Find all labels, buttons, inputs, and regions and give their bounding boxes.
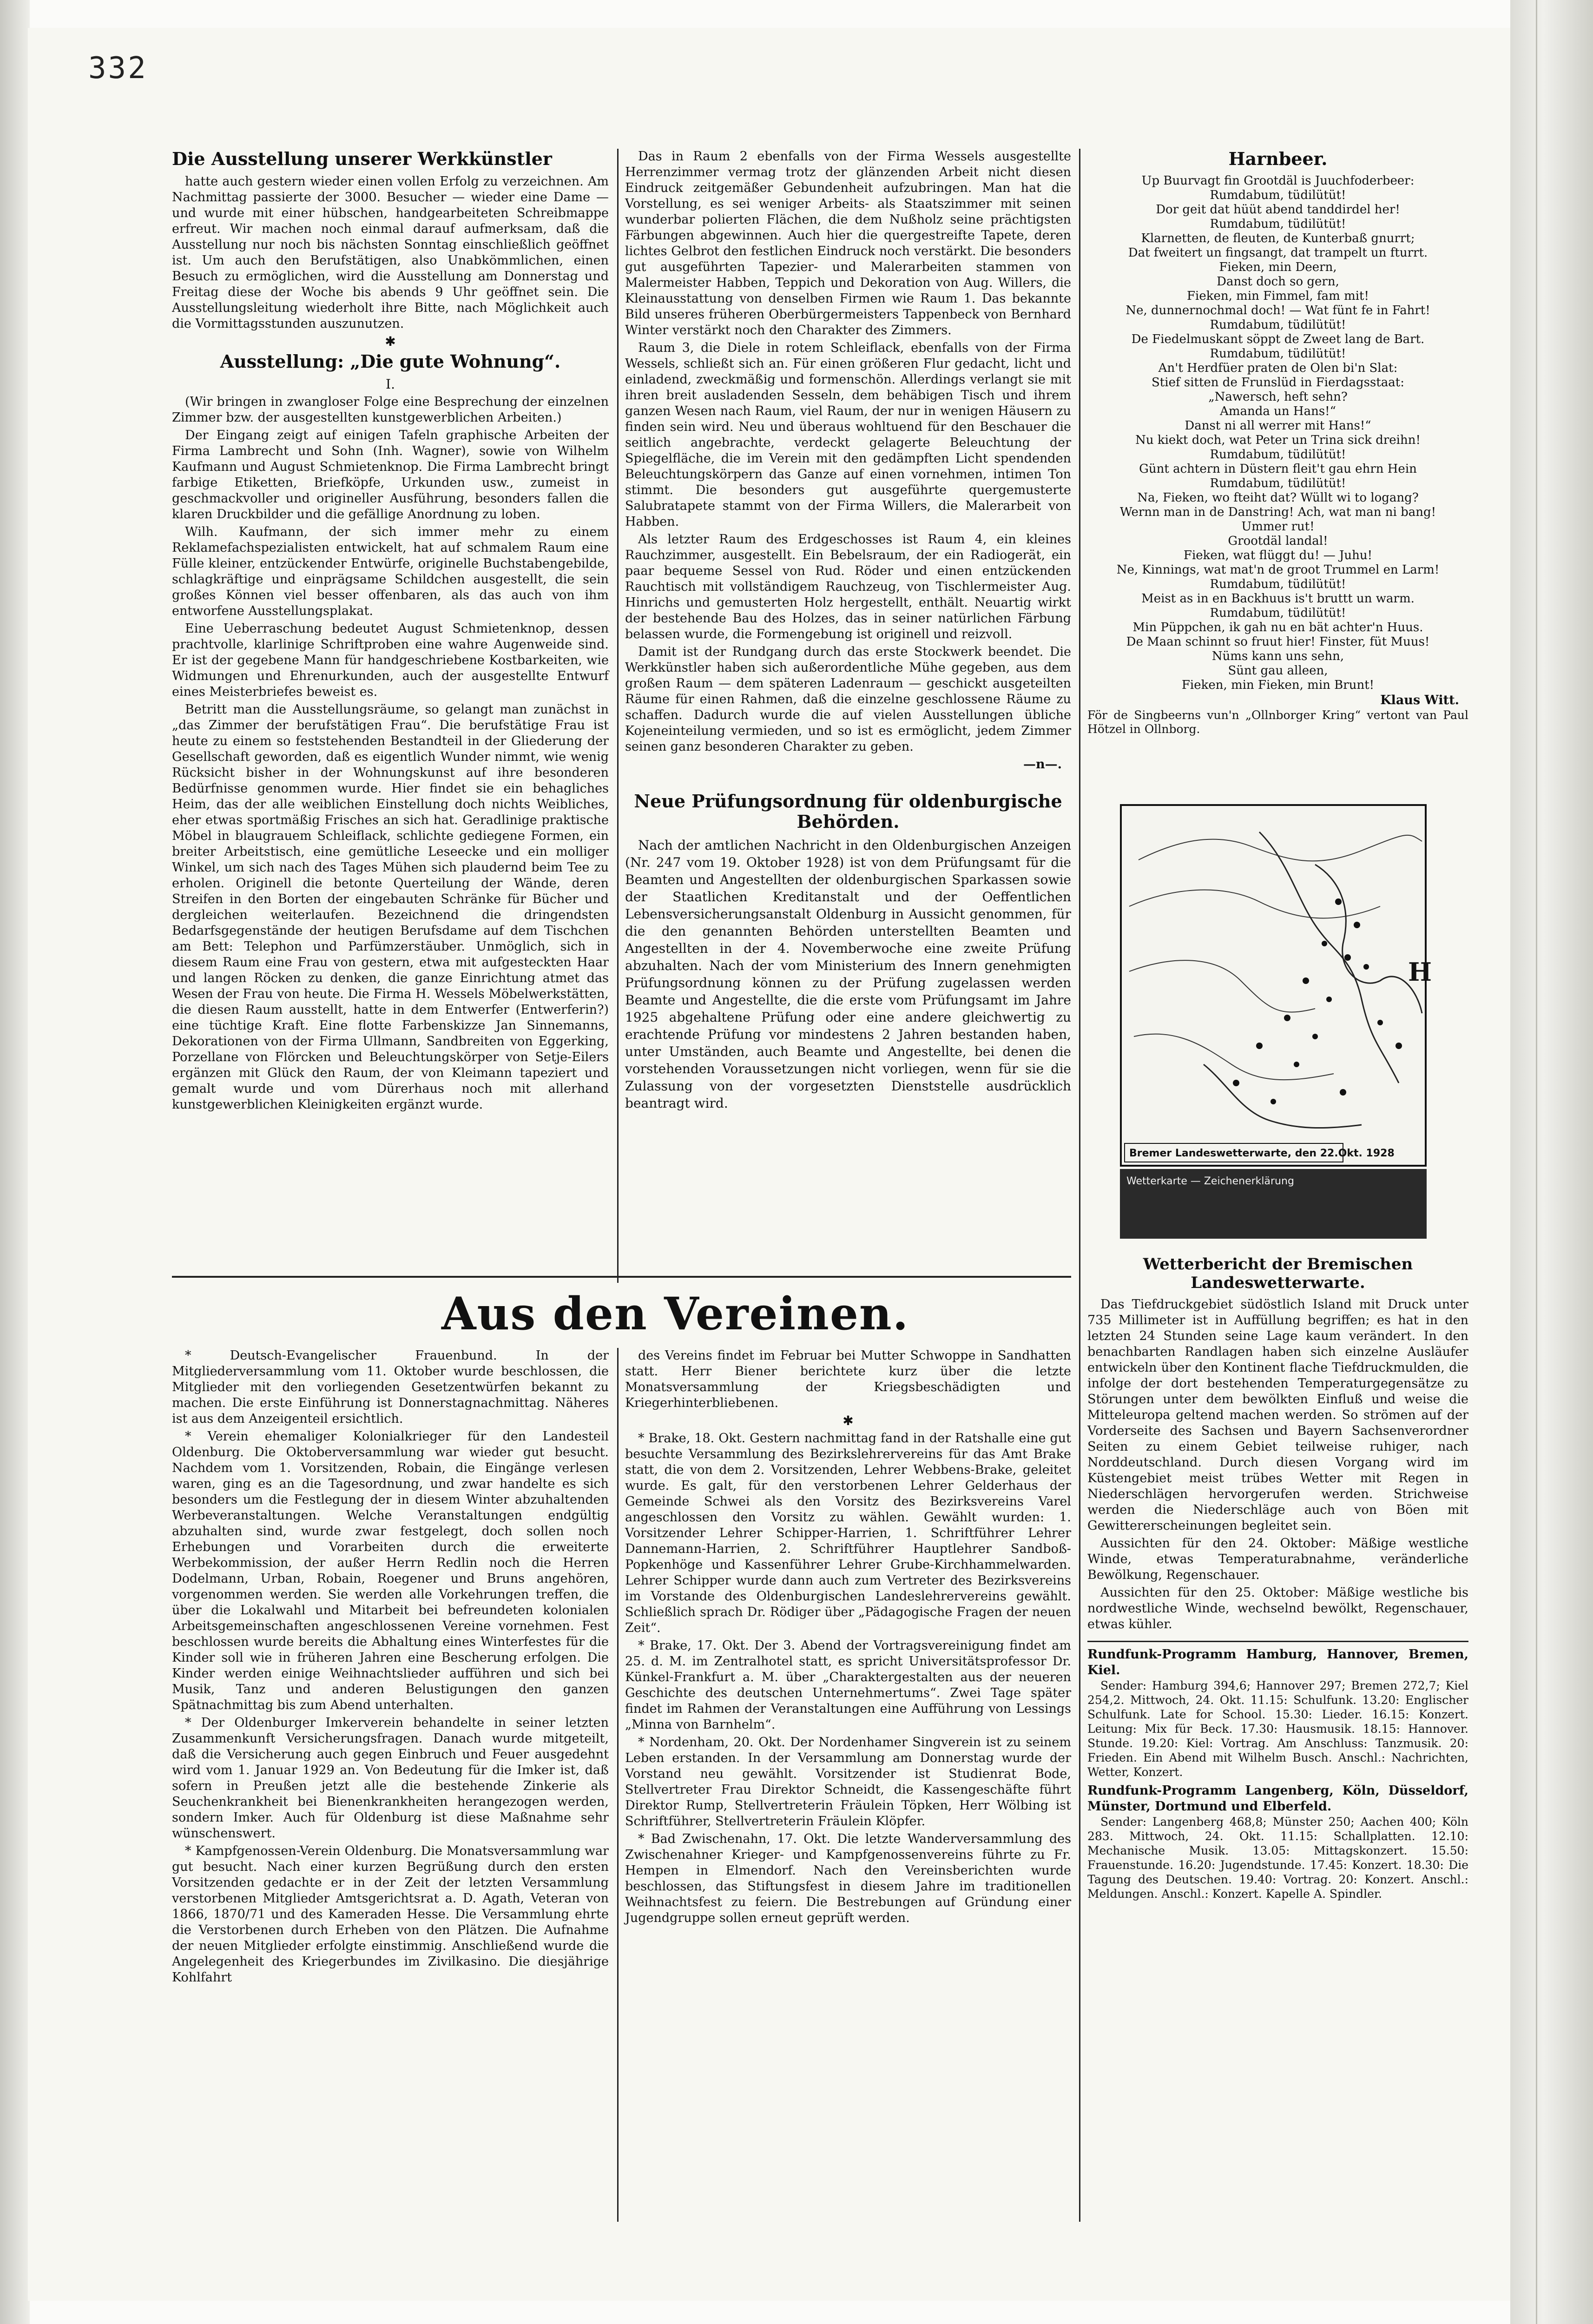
article-paragraph: Damit ist der Rundgang durch das erste Stockwerk beendet. Die Werkkünstler haben sich außerordentliche Mühe gegeben, aus dem großen Raum — dem späteren Ladenraum — geschickt ausgeteilten Räume für einen Rahmen, daß die einzelne geschlossene Räume zu schaffen. Dadurch wurde die auf vielen Ausstellungen übliche Kojeneinteilung vermieden, und so ist es ermöglicht, jedem Zimmer seinen ganz besonderen Charakter zu geben. xyxy=(625,645,1071,754)
radio-heading: Rundfunk-Programm Langenberg, Köln, Düsseldorf, Münster, Dortmund und Elberfeld. xyxy=(1087,1783,1468,1814)
article-paragraph: Der Eingang zeigt auf einigen Tafeln graphische Arbeiten der Firma Lambrecht und Sohn (Inh. Wagner), sowie von Wilhelm Kaufmann und August Schmietenknop. Die Firma Lambrecht bringt farbige Etiketten, Briefköpfe, Urkunden usw., zumeist in geschmackvoller und origineller Ausführung, besonders fallen die klaren Druckbilder und die gefällige Anordnung zu loben. xyxy=(172,428,609,522)
poem-line: Rumdabum, tüdilütüt! xyxy=(1210,476,1346,490)
column-1 xyxy=(172,149,609,1283)
poem-line: Danst ni all werrer mit Hans!“ xyxy=(1185,419,1371,433)
verein-notice: * Verein ehemaliger Kolonialkrieger für den Landesteil Oldenburg. Die Oktoberversammlung war wieder gut besucht. Nachdem vom 1. Vorsitzenden, Robain, die Eingänge verlesen waren, ging es an die Tagesordnung, und zwar handelte es sich besonders um die Festlegung der in diesem Winter abzuhaltenden Werbeveranstaltungen. Welche Veranstaltungen endgültig abzuhalten sind, wurde zwar festgelegt, doch sollen noch Erhebungen und Vorarbeiten durch die erweiterte Werbekommission, der außer Herrn Redlin noch die Herren Dodelmann, Urban, Robain, Roegener und Bruns angehören, vorgenommen werden. Sie werden alle Vorkehrungen treffen, die über die Lokalwahl und Mitarbeit bei befreundeten kolonialen Arbeitsgemeinschaften angeschlossenen Vereine vornehmen. Fest beschlossen wurde bereits die Abhaltung eines Winterfestes für die Kinder soll wie in früheren Jahren eine Bescherung erfolgen. Die Kinder werden einige Weihnachtslieder aufführen und sich bei Musik, Tanz und anderen Belustigungen den ganzen Spätnachmittag bis zum Abend unterhalten. xyxy=(172,1429,609,1712)
poem-line: Up Buurvagt fin Grootdäl is Juuchfoderbeer: xyxy=(1141,174,1415,188)
poem-line: Danst doch so gern, xyxy=(1217,275,1339,289)
poem-line: Rumdabum, tüdilütüt! xyxy=(1210,606,1346,620)
section-rule xyxy=(172,1276,1071,1278)
radio-program: Sender: Hamburg 394,6; Hannover 297; Bremen 272,7; Kiel 254,2. Mittwoch, 24. Okt. 11.15: Schulfunk. 13.20: Englischer Schulfunk. Late for School. 15.30: Lieder. 16.15: Konzert. Leitung: Mix für Beck. 17.30: Hausmusik. 18.15: Hannover. Stunde. 19.20: Kiel: Vortrag. Am Anschluss: Tanzmusik. 20: Frieden. Ein Abend mit Wilhelm Busch. Anschl.: Nachrichten, Wetter, Konzert. xyxy=(1087,1679,1468,1779)
poem-line: Stief sitten de Frunslüd in Fierdagsstaat: xyxy=(1152,376,1404,390)
vereine-left xyxy=(172,1348,609,2222)
poem-line: Ne, Kinnings, wat mat'n de groot Trummel en Larm! xyxy=(1116,563,1440,577)
poem-line: Fieken, min Fieken, min Brunt! xyxy=(1181,678,1375,692)
verein-notice: * Kampfgenossen-Verein Oldenburg. Die Monatsversammlung war gut besucht. Nach einer kurzen Begrüßung durch den ersten Vorsitzenden gedachte er in der Zeit der letzten Versammlung verstorbenen Mitglieder Amtsgerichtsrat a. D. Agath, Veteran von 1866, 1870/71 und des Kameraden Hesse. Die Versammlung ehrte die Verstorbenen durch Erheben von den Plätzen. Die Aufnahme der neuen Mitglieder erfolgte einstimmig. Anschließend wurde die Angelegenheit des Kriegerbundes im Zivilkasino. Die diesjährige Kohlfahrt xyxy=(172,1844,609,1985)
poem-line: Ne, dunnernochmal doch! — Wat fünt fe in Fahrt! xyxy=(1126,304,1430,317)
poem-line: Wernn man in de Danstring! Ach, wat man ni bang! xyxy=(1119,505,1436,519)
station-symbol xyxy=(1377,1020,1383,1025)
station-symbol xyxy=(1303,977,1309,984)
poem-line: Rumdabum, tüdilütüt! xyxy=(1210,347,1346,361)
heading-harnbeer: Harnbeer. xyxy=(1228,148,1328,169)
page-edge-line xyxy=(1536,0,1537,2324)
station-symbol xyxy=(1284,1015,1290,1021)
page-number: 332 xyxy=(88,51,148,86)
roman-numeral: I. xyxy=(386,376,395,392)
poem-line: Na, Fieken, wo fteiht dat? Wüllt wi to logang? xyxy=(1137,491,1419,505)
radio-program: Sender: Langenberg 468,8; Münster 250; Aachen 400; Köln 283. Mittwoch, 24. Okt. 11.15: Schallplatten. 12.10: Mechanische Musik. 13.05: Mittagskonzert. 15.50: Frauenstunde. 16.20: Jugendstunde. 17.45: Konzert. 18.30: Die Tagung des Deutschen. 19.40: Vortrag. 20: Konzert. Anschl.: Meldungen. Anschl.: Konzert. Kapelle A. Spindler. xyxy=(1087,1815,1468,1901)
article-paragraph: Wilh. Kaufmann, der sich immer mehr zu einem Reklamefachspezialisten entwickelt, hat auf schmalem Raum eine Fülle kleiner, entzückender Entwürfe, originelle Buchstabengebilde, schlagkräftige und einprägsame Schildchen ausgestellt, die sein großes Können viel besser offenbaren, als das auch von ihm entworfene Ausstellungsplakat. xyxy=(172,525,609,618)
station-symbol xyxy=(1256,1043,1263,1049)
article-paragraph: Raum 3, die Diele in rotem Schleiflack, ebenfalls von der Firma Wessels, schließt sich an. Für einen größeren Flur gedacht, licht und einladend, zweckmäßig und formenschön. Allerdings verlangt sie mit ihren breit ausladenden Sesseln, dem behäbigen Tisch und ihrem ganzen Wesen nach Raum, viel Raum, der nur in wenigen Häusern zu finden sein wird. Neu und überaus wohltuend für den Beschauer die seitlich angebrachte, verdeckt gelagerte Beleuchtung der Spiegelfläche, die im Verein mit den gedämpften Licht spendenden Beleuchtungskörpern das Ganze auf einen vornehmen, intimen Ton stimmt. Die besonders gut ausgeführte quergemusterte Salubratapete stammt von der Firma Willers, die Malerarbeit von Habben. xyxy=(625,341,1071,529)
poem xyxy=(1087,174,1468,693)
column-rule xyxy=(617,1348,619,2222)
article-paragraph: Betritt man die Ausstellungsräume, so gelangt man zunächst in „das Zimmer der berufstätigen Frau“. Die berufstätige Frau ist heute zu einem so feststehenden Bestandteil in der Gliederung der Gesellschaft geworden, daß es eigentlich Wunder nimmt, wie wenig Rücksicht bisher in der Wohnungskunst auf ihre besonderen Bedürfnisse genommen wurde. Hier findet sie ein behagliches Heim, das der alle weiblichen Einstellung doch nichts Weibliches, eher etwas sportmäßig Frisches an sich hat. Geradlinige praktische Möbel in blaugrauem Schleiflack, schlichte gediegene Formen, ein breiter Arbeitstisch, eine gemütliche Leseecke und ein molliger Winkel, um sich nach des Tages Mühen sich plaudernd beim Tee zu erholen. Originell die betonte Querteilung der Wände, deren Streifen in den Borten der eingebauten Schränke für Bücher und dergleichen weiterlaufen. Bezeichnend die dringendsten Bedarfsgegenstände der heutigen Berufsdame auf dem Tischchen am Bett: Telephon und Parfümzerstäuber. Unmöglich, sich in diesem Raum eine Frau von gestern, etwa mit aufgesteckten Haar und langen Röcken zu denken, die ganze Einrichtung atmet das Wesen der Frau von heute. Die Firma H. Wessels Möbelwerkstätten, die diesen Raum ausstellt, hatte in dem Entwerfer (Entwerferin?) eine tüchtige Kraft. Eine flotte Farbenskizze Jan Sinnemanns, Dekorationen von der Firma Ullmann, Sandbreiten von Eggerking, Porzellane von Flörcken und Beleuchtungskörper von Setje-Eilers ergänzen mit Glück den Raum, der von Kleimann tapeziert und gemalt wurde und vom Dürerhaus noch mit allerhand kunstgewerblichen Kleinigkeiten ergänzt wurde. xyxy=(172,702,609,1112)
poem-line: Günt achtern in Düstern fleit't gau ehrn Hein xyxy=(1139,462,1417,476)
article-signoff: —n—. xyxy=(1023,757,1062,772)
page-gutter-shadow xyxy=(0,0,30,2324)
column-3 xyxy=(1087,149,1468,786)
station-symbol xyxy=(1396,1043,1402,1049)
heading-aus-den-vereinen: Aus den Vereinen. xyxy=(441,1287,909,1340)
poem-line: „Nawersch, heft sehn? xyxy=(1208,390,1348,404)
poem-line: Amanda un Hans!“ xyxy=(1220,404,1336,418)
station-symbol xyxy=(1335,898,1342,905)
heading-werkkuenstler: Die Ausstellung unserer Werkkünstler xyxy=(172,148,552,169)
poem-line: Sünt gau alleen, xyxy=(1228,664,1328,678)
poem-line: Meist as in en Backhuus is't bruttt un warm. xyxy=(1141,592,1415,606)
station-symbol xyxy=(1233,1080,1239,1086)
poem-line: Grootdäl landal! xyxy=(1228,534,1328,548)
poem-line: Klarnetten, de fleuten, de Kunterbaß gnurrt; xyxy=(1141,231,1415,245)
poem-line: Nu kiekt doch, wat Peter un Trina sick dreihn! xyxy=(1135,433,1421,447)
heading-wetterbericht: Wetterbericht der Bremischen Landeswetterwarte. xyxy=(1143,1255,1413,1292)
column-2 xyxy=(625,149,1071,1283)
verein-notice: * Brake, 17. Okt. Der 3. Abend der Vortragsvereinigung findet am 25. d. M. im Zentralhotel statt, es spricht Universitätsprofessor Dr. Künkel-Frankfurt a. M. über „Charaktergestalten aus der neueren Geschichte des deutschen Unternehmertums“. Zwei Tage später findet im Rahmen der Veranstaltungen eine Aufführung von Lessings „Minna von Barnhelm“. xyxy=(625,1638,1071,1732)
book-page-edges xyxy=(1510,0,1593,2324)
separator-star: ✱ xyxy=(843,1413,854,1428)
verein-notice: des Vereins findet im Februar bei Mutter Schwoppe in Sandhatten statt. Herr Biener berichtete kurz über die letzte Monatsversammlung der Kriegsbeschädigten und Kriegerhinterbliebenen. xyxy=(625,1348,1071,1410)
article-paragraph: Das in Raum 2 ebenfalls von der Firma Wessels ausgestellte Herrenzimmer vermag trotz der glänzenden Arbeit nicht diesen Eindruck zeitgemäßer Gebundenheit aufzubringen. Man hat die Vorstellung, es sei weniger Arbeits- als Staatszimmer mit seinen wunderbar polierten Flächen, die dem Nußholz seine prächtigsten Färbungen abgewinnen. Auch hier die quergestreifte Tapete, deren lichtes Gelbrot den festlichen Eindruck noch verstärkt. Die besonders gut ausgeführten Tapezier- und Malerarbeiten stammen von Malermeister Habben, Teppich und Dekoration von Aug. Willers, die Kleinausstattung von denselben Firmen wie Raum 1. Das bekannte Bild unseres früheren Oberbürgermeisters Tappenbeck von Bernhard Winter verstärkt noch den Charakter des Zimmers. xyxy=(625,149,1071,337)
weather-map xyxy=(1120,804,1432,1167)
poem-line: Fieken, min Deern, xyxy=(1219,260,1337,274)
heading-pruefungsordnung: Neue Prüfungsordnung für oldenburgische Behörden. xyxy=(634,791,1062,832)
poem-line: Nüms kann uns sehn, xyxy=(1211,649,1344,663)
station-symbol xyxy=(1270,1099,1276,1104)
vereine-right xyxy=(625,1348,1071,2222)
poem-author: Klaus Witt. xyxy=(1380,693,1459,707)
column-rule xyxy=(1079,149,1080,2222)
weather-report: Das Tiefdruckgebiet südöstlich Island mit Druck unter 735 Millimeter ist in Auffüllung begriffen; es hat in den letzten 24 Stunden seine Lage kaum verändert. In den benachbarten Randlagen haben sich einzelne Ausläufer entwickeln über den Kontinent flache Tiefdruckmulden, die infolge der dort bestehenden Temperaturgegensätze zu Störungen unter dem bewölkten Einfluß und weise die Mitteleuropa geltend machen werden. So strömen auf der Vorderseite des Sachsen und Bayern Sachsenverordner Seiten zu einem Gebiet teilweise ruhiger, nach Norddeutschland. Durch diesen Vorgang wird im Küstengebiet meist trübes Wetter mit Regen in Niederschlägen hervorgerufen werden. Strichweise werden die Niederschläge auch von Böen mit Gewittererscheinungen begleitet sein. xyxy=(1087,1297,1468,1533)
station-symbol xyxy=(1326,997,1332,1002)
article-paragraph: Eine Ueberraschung bedeutet August Schmietenknop, dessen prachtvolle, klarlinige Schriftproben eine wahre Augenweide sind. Er ist der gegebene Mann für handgeschriebene Kostbarkeiten, wie Widmungen und Ehrenurkunden, auch der ausgestellte Entwurf eines Meisterbriefes beweist es. xyxy=(172,621,609,699)
poem-line: Ummer rut! xyxy=(1241,520,1315,534)
high-pressure-marker: H xyxy=(1408,957,1432,987)
article-subtitle: (Wir bringen in zwangloser Folge eine Besprechung der einzelnen Zimmer bzw. der ausgestellten kunstgewerblichen Arbeiten.) xyxy=(172,395,609,425)
weather-outlook: Aussichten für den 25. Oktober: Mäßige westliche bis nordwestliche Winde, wechselnd bewölkt, Regenschauer, etwas kühler. xyxy=(1087,1585,1468,1631)
heading-gute-wohnung: Ausstellung: „Die gute Wohnung“. xyxy=(220,351,561,372)
verein-notice: * Der Oldenburger Imkerverein behandelte in seiner letzten Zusammenkunft Versicherungsfragen. Danach wurde mitgeteilt, daß die Versicherung auch gegen Einbruch und Feuer ausgedehnt wird vom 1. Januar 1929 an. Von Bedeutung für die Imker ist, daß sofern in Preußen jetzt alle die bestehende Zinkerie als Seuchenkrankheit bei Bienenkrankheiten herangezogen werden, sondern Imker. Auch für Oldenburg ist diese Maßnahme sehr wünschenswert. xyxy=(172,1716,609,1841)
poem-line: Dat fweitert un fingsangt, dat trampelt un fturrt. xyxy=(1128,246,1428,260)
poem-line: Rumdabum, tüdilütüt! xyxy=(1210,448,1346,462)
poem-line: An't Herdfüer praten de Olen bi'n Slat: xyxy=(1158,361,1398,375)
poem-line: Rumdabum, tüdilütüt! xyxy=(1210,318,1346,332)
poem-line: Min Püppchen, ik gah nu en bät achter'n Huus. xyxy=(1132,621,1423,634)
poem-line: De Maan schinnt so fruut hier! Finster, füt Muus! xyxy=(1126,635,1430,649)
weather-outlook: Aussichten für den 24. Oktober: Mäßige westliche Winde, etwas Temperaturabnahme, veränderliche Bewölkung, Regenschauer. xyxy=(1087,1536,1468,1582)
station-symbol xyxy=(1354,922,1360,928)
map-frame xyxy=(1121,805,1426,1166)
poem-line: Dor geit dat hüüt abend tanddirdel her! xyxy=(1156,203,1400,217)
poem-line: Rumdabum, tüdilütüt! xyxy=(1210,217,1346,231)
poem-line: De Fiedelmuskant söppt de Zweet lang de Bart. xyxy=(1131,332,1425,346)
poem-line: Fieken, min Fimmel, fam mit! xyxy=(1187,289,1369,303)
station-symbol xyxy=(1322,941,1327,946)
article-paragraph: Als letzter Raum des Erdgeschosses ist Raum 4, ein kleines Rauchzimmer, ausgestellt. Ein Bebelsraum, der ein Radiogerät, ein paar bequeme Sessel von Rud. Röder und einen entzückenden Rauchtisch mit vollständigem Rauchzeug, von Tischlermeister Aug. Hinrichs und gemusterten Holz hergestellt, enthält. Neuartig wirkt der bestehende Bau des Holzes, das in seiner natürlichen Färbung belassen wurde, die Formengebung ist originell und reizvoll. xyxy=(625,532,1071,641)
column-rule xyxy=(617,149,619,1283)
verein-notice: * Bad Zwischenahn, 17. Okt. Die letzte Wanderversammlung des Zwischenahner Krieger- und Kampfgenossenvereins führte zu Fr. Hempen in Elmendorf. Nach den Vereinsberichten wurde beschlossen, das Stiftungsfest in diesem Jahre im traditionellen Weihnachtsfest zu feiern. Die Bestrebungen auf Gründung einer Jugendgruppe sollen erneut geprüft werden. xyxy=(625,1832,1071,1925)
separator-star: ✱ xyxy=(385,334,396,349)
column-3-lower xyxy=(1087,1255,1468,2222)
verein-notice: * Brake, 18. Okt. Gestern nachmittag fand in der Ratshalle eine gut besuchte Versammlung des Bezirkslehrervereins für das Amt Brake statt, die von dem 2. Vorsitzenden, Lehrer Webbens-Brake, geleitet wurde. Es galt, für den verstorbenen Lehrer Gelderhaus der Gemeinde Schwei als den Vorsitz des Bezirksvereins Varel angeschlossen den Vorsitz zu wählen. Gewählt wurden: 1. Vorsitzender Lehrer Schipper-Harrien, 1. Schriftführer Lehrer Dannemann-Harrien, 2. Schriftführer Hauptlehrer Sandboß-Popkenhöge und Kassenführer Lehrer Grube-Kirchhammelwarden. Lehrer Schipper wurde dann auch zum Vertreter des Bezirksvereins im Vorstande des Oldenburgischen Landeslehrervereins gewählt. Schließlich sprach Dr. Rödiger über „Pädagogische Fragen der neuen Zeit“. xyxy=(625,1431,1071,1635)
station-symbol xyxy=(1340,1089,1346,1096)
poem-line: Rumdabum, tüdilütüt! xyxy=(1210,577,1346,591)
station-symbol xyxy=(1312,1034,1318,1039)
poem-line: Fieken, wat flüggt du! — Juhu! xyxy=(1183,548,1373,562)
station-symbol xyxy=(1363,964,1369,970)
map-caption: Bremer Landeswetterwarte, den 22.Okt. 1928 xyxy=(1129,1148,1395,1159)
verein-notice: * Nordenham, 20. Okt. Der Nordenhamer Singverein ist zu seinem Leben erstanden. In der Versammlung am Donnerstag wurde der Vorstand neu gewählt. Vorsitzender ist Studienrat Bode, Stellvertreter Frau Direktor Schneidt, die Kassengeschäfte führt Direktor Rump, Stellvertreterin Fräulein Töpken, Herr Wölbing ist Schriftführer, Stellvertreterin Fräulein Klöpfer. xyxy=(625,1735,1071,1829)
station-symbol xyxy=(1344,954,1351,961)
article-paragraph: hatte auch gestern wieder einen vollen Erfolg zu verzeichnen. Am Nachmittag passierte der 3000. Besucher — wieder eine Dame — und wurde mit einer hübschen, handgearbeiteten Schreibmappe erfreut. Wir machen noch einmal darauf aufmerksam, daß die Ausstellung nur noch bis nächsten Sonntag einschließlich geöffnet ist. Um auch den Berufstätigen, also Unabkömmlichen, einen Besuch zu ermöglichen, wird die Ausstellung am Donnerstag und Freitag diese der Woche bis abends 9 Uhr geöffnet sein. Die Ausstellungsleitung wiederholt ihre Bitte, nach Möglichkeit auch die Vormittagsstunden auszunutzen. xyxy=(172,174,609,331)
station-symbol xyxy=(1294,1062,1299,1067)
section-divider xyxy=(1087,1634,1468,1642)
article-paragraph: Nach der amtlichen Nachricht in den Oldenburgischen Anzeigen (Nr. 247 vom 19. Oktober 1928) ist von dem Prüfungsamt für die Beamten und Angestellten der oldenburgischen Sparkassen sowie der Staatlichen Kreditanstalt und der Oeffentlichen Lebensversicherungsanstalt Oldenburg in Aussicht genommen, für die den genannten Behörden unterstellten Beamten und Angestellten in der 4. Novemberwoche eine zweite Prüfung abzuhalten. Nach der vom Ministerium des Innern genehmigten Prüfungsordnung können zu der Prüfung zugelassen werden Beamte und Angestellte, die die erste vom Prüfungsamt im Jahre 1925 abgehaltene Prüfung oder eine andere gleichwertig zu erachtende Prüfung vor mindestens 2 Jahren bestanden haben, unter Umständen, auch Beamte und Angestellte, bei denen die vorstehenden Voraussetzungen nicht vorliegen, wenn für sie die Zulassung von der vorgesetzten Dienststelle ausdrücklich beantragt wird. xyxy=(625,838,1071,1111)
map-legend-label: Wetterkarte — Zeichenerklärung xyxy=(1126,1175,1294,1187)
radio-heading: Rundfunk-Programm Hamburg, Hannover, Bremen, Kiel. xyxy=(1087,1647,1468,1677)
verein-notice: * Deutsch-Evangelischer Frauenbund. In der Mitgliederversammlung vom 11. Oktober wurde beschlossen, die Mitglieder mit den vorliegenden Gesetzentwürfen bekannt zu machen. Die erste Einführung ist Donnerstagnachmittag. Näheres ist aus dem Anzeigenteil ersichtlich. xyxy=(172,1348,609,1426)
map-legend xyxy=(1120,1169,1427,1239)
poem-dedication: För de Singbeerns vun'n „Ollnborger Kring“ vertont van Paul Hötzel in Ollnborg. xyxy=(1087,708,1468,736)
poem-line: Rumdabum, tüdilütüt! xyxy=(1210,188,1346,202)
